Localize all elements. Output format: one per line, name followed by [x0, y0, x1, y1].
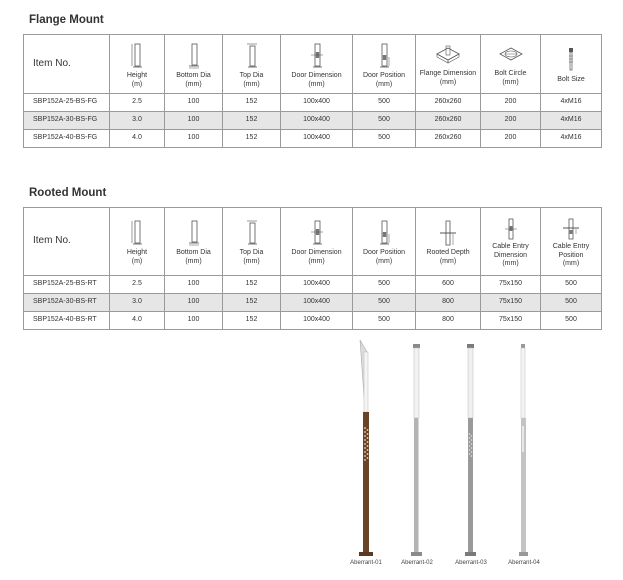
- table-row: SBP152A-40-BS-RT 4.0 100 152 100x400 500 800 75x150 500: [24, 312, 602, 330]
- flange-door-pos-header: Door Position (mm): [353, 35, 416, 94]
- pole-aberrant-04-image: [519, 344, 528, 556]
- pole-height-icon: [130, 220, 144, 246]
- pole-product-gallery: [0, 338, 623, 580]
- flange-item-no-header: Item No.: [24, 35, 110, 94]
- rooted-cable-entry-dim-header: Cable Entry Dimension (mm): [481, 208, 541, 276]
- flange-height-header: Height (m): [110, 35, 165, 94]
- flange-door-dim-header: Door Dimension (mm): [281, 35, 353, 94]
- rooted-depth-icon: [439, 220, 457, 246]
- table-row: SBP152A-25-BS-FG 2.5 100 152 100x400 500 260x260 200 4xM16: [24, 94, 602, 112]
- table-row: SBP152A-40-BS-FG 4.0 100 152 100x400 500 260x260 200 4xM16: [24, 130, 602, 148]
- table-row: SBP152A-30-BS-FG 3.0 100 152 100x400 500 260x260 200 4xM16: [24, 112, 602, 130]
- rooted-section-title: Rooted Mount: [29, 187, 107, 199]
- rooted-height-header: Height (m): [110, 208, 165, 276]
- flange-plate-icon: [435, 45, 461, 67]
- pole-aberrant-03-image: [465, 344, 476, 556]
- pole-label-aberrant-04: Aberrant-04: [508, 560, 540, 566]
- flange-bottom-dia-header: Bottom Dia (mm): [165, 35, 223, 94]
- bolt-circle-icon: [498, 45, 524, 67]
- door-position-icon: [377, 220, 391, 246]
- rooted-spec-table: [23, 207, 602, 330]
- table-row: SBP152A-30-BS-RT 3.0 100 152 100x400 500 800 75x150 500: [24, 294, 602, 312]
- pole-label-aberrant-02: Aberrant-02: [401, 560, 433, 566]
- rooted-cable-entry-pos-header: Cable Entry Position (mm): [541, 208, 602, 276]
- door-position-icon: [377, 43, 391, 69]
- pole-illustrations: [0, 338, 623, 580]
- pole-label-aberrant-03: Aberrant-03: [455, 560, 487, 566]
- pole-height-icon: [130, 43, 144, 69]
- flange-spec-table: [23, 34, 602, 148]
- cable-entry-dimension-icon: [504, 218, 518, 240]
- door-dimension-icon: [310, 220, 324, 246]
- top-dia-icon: [245, 43, 259, 69]
- top-dia-icon: [245, 220, 259, 246]
- flange-header-row: [24, 35, 602, 94]
- rooted-depth-header: Rooted Depth (mm): [416, 208, 481, 276]
- rooted-door-pos-header: Door Position (mm): [353, 208, 416, 276]
- pole-aberrant-01-image: [359, 340, 373, 556]
- anchor-bolt-icon: [564, 47, 578, 73]
- flange-section-title: Flange Mount: [29, 14, 104, 26]
- table-row: SBP152A-25-BS-RT 2.5 100 152 100x400 500 600 75x150 500: [24, 276, 602, 294]
- bottom-dia-icon: [187, 43, 201, 69]
- rooted-header-row: [24, 208, 602, 276]
- cable-entry-position-icon: [562, 218, 580, 240]
- rooted-top-dia-header: Top Dia (mm): [223, 208, 281, 276]
- pole-label-aberrant-01: Aberrant-01: [350, 560, 382, 566]
- bottom-dia-icon: [187, 220, 201, 246]
- flange-bolt-size-header: Bolt Size: [541, 35, 602, 94]
- pole-aberrant-02-image: [411, 344, 422, 556]
- rooted-item-no-header: Item No.: [24, 208, 110, 276]
- rooted-door-dim-header: Door Dimension (mm): [281, 208, 353, 276]
- flange-bolt-circle-header: Bolt Circle (mm): [481, 35, 541, 94]
- flange-flange-dim-header: Flange Dimension (mm): [416, 35, 481, 94]
- flange-top-dia-header: Top Dia (mm): [223, 35, 281, 94]
- door-dimension-icon: [310, 43, 324, 69]
- rooted-bottom-dia-header: Bottom Dia (mm): [165, 208, 223, 276]
